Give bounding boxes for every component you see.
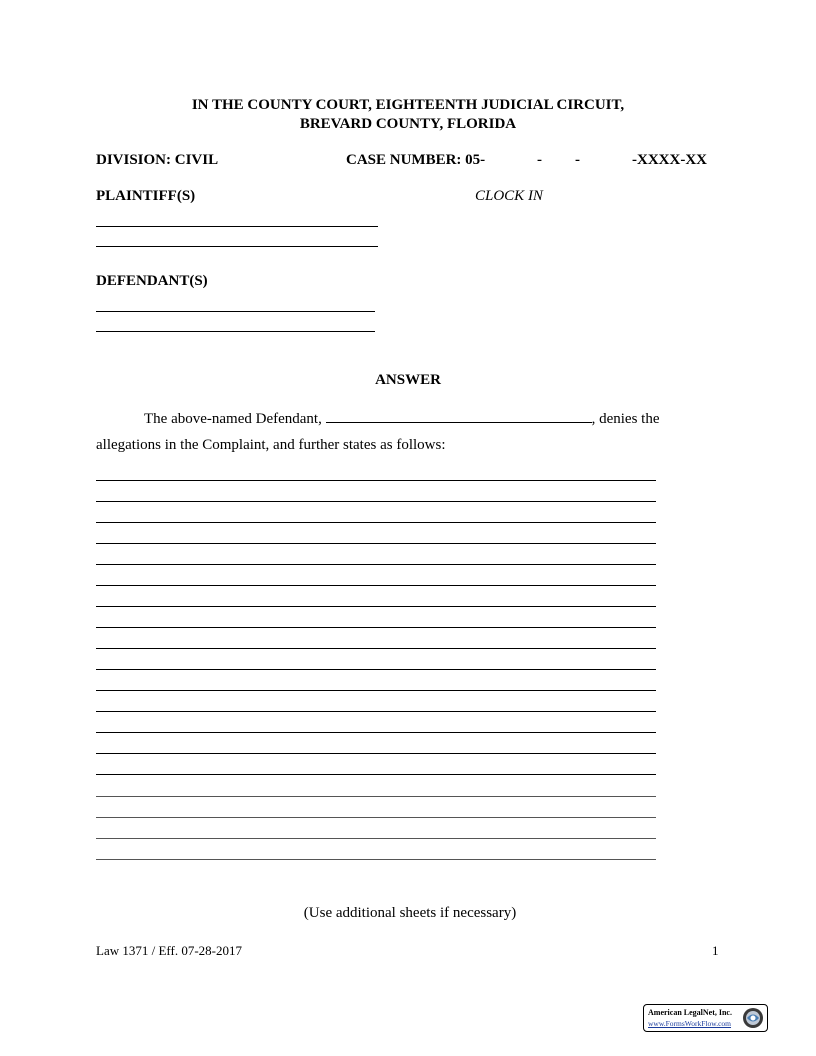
- answer-line[interactable]: [96, 711, 656, 712]
- answer-line[interactable]: [96, 732, 656, 733]
- page-number: 1: [712, 943, 719, 958]
- answer-intro-line1: [144, 408, 660, 428]
- plaintiff-name-line-2[interactable]: [96, 246, 378, 247]
- answer-title: ANSWER: [375, 372, 441, 388]
- defendant-label: DEFENDANT(S): [96, 273, 208, 289]
- court-title-line2: BREVARD COUNTY, FLORIDA: [299, 116, 517, 132]
- answer-line[interactable]: [96, 564, 656, 565]
- answer-line[interactable]: [96, 753, 656, 754]
- intro-text-end: , denies the: [591, 411, 660, 427]
- court-title-line1: IN THE COUNTY COURT, EIGHTEENTH JUDICIAL CIRCUIT,: [191, 97, 625, 113]
- american-legalnet-logo[interactable]: [643, 1004, 768, 1032]
- answer-line[interactable]: [96, 774, 656, 775]
- answer-line[interactable]: [96, 522, 656, 523]
- answer-line[interactable]: [96, 543, 656, 544]
- additional-sheets-note: (Use additional sheets if necessary): [303, 905, 517, 921]
- intro-text-start: The above-named Defendant,: [144, 411, 326, 427]
- defendant-name-line-1[interactable]: [96, 311, 375, 312]
- logo-company-name: American LegalNet, Inc.: [648, 1008, 732, 1017]
- case-number-suffix: -XXXX-XX: [632, 152, 707, 168]
- case-number-dash-2: -: [575, 152, 580, 168]
- plaintiff-name-line-1[interactable]: [96, 226, 378, 227]
- form-id: Law 1371 / Eff. 07-28-2017: [96, 943, 242, 958]
- division-label: DIVISION: CIVIL: [96, 152, 219, 168]
- globe-icon: [742, 1007, 764, 1029]
- answer-line[interactable]: [96, 690, 656, 691]
- defendant-name-fill-line[interactable]: [326, 408, 592, 423]
- defendant-name-line-2[interactable]: [96, 331, 375, 332]
- case-number-dash-1: -: [537, 152, 542, 168]
- answer-line[interactable]: [96, 585, 656, 586]
- answer-line[interactable]: [96, 838, 656, 839]
- answer-line[interactable]: [96, 669, 656, 670]
- logo-url[interactable]: www.FormsWorkFlow.com: [648, 1019, 732, 1028]
- case-number-label: CASE NUMBER: 05-: [346, 152, 486, 168]
- answer-line[interactable]: [96, 817, 656, 818]
- plaintiff-label: PLAINTIFF(S): [96, 188, 196, 204]
- answer-line[interactable]: [96, 501, 656, 502]
- answer-intro-line2: allegations in the Complaint, and further states as follows:: [96, 437, 446, 453]
- answer-line[interactable]: [96, 606, 656, 607]
- answer-line[interactable]: [96, 859, 656, 860]
- clock-in-label: CLOCK IN: [475, 188, 543, 204]
- answer-line[interactable]: [96, 796, 656, 797]
- answer-line[interactable]: [96, 480, 656, 481]
- answer-line[interactable]: [96, 627, 656, 628]
- answer-line[interactable]: [96, 648, 656, 649]
